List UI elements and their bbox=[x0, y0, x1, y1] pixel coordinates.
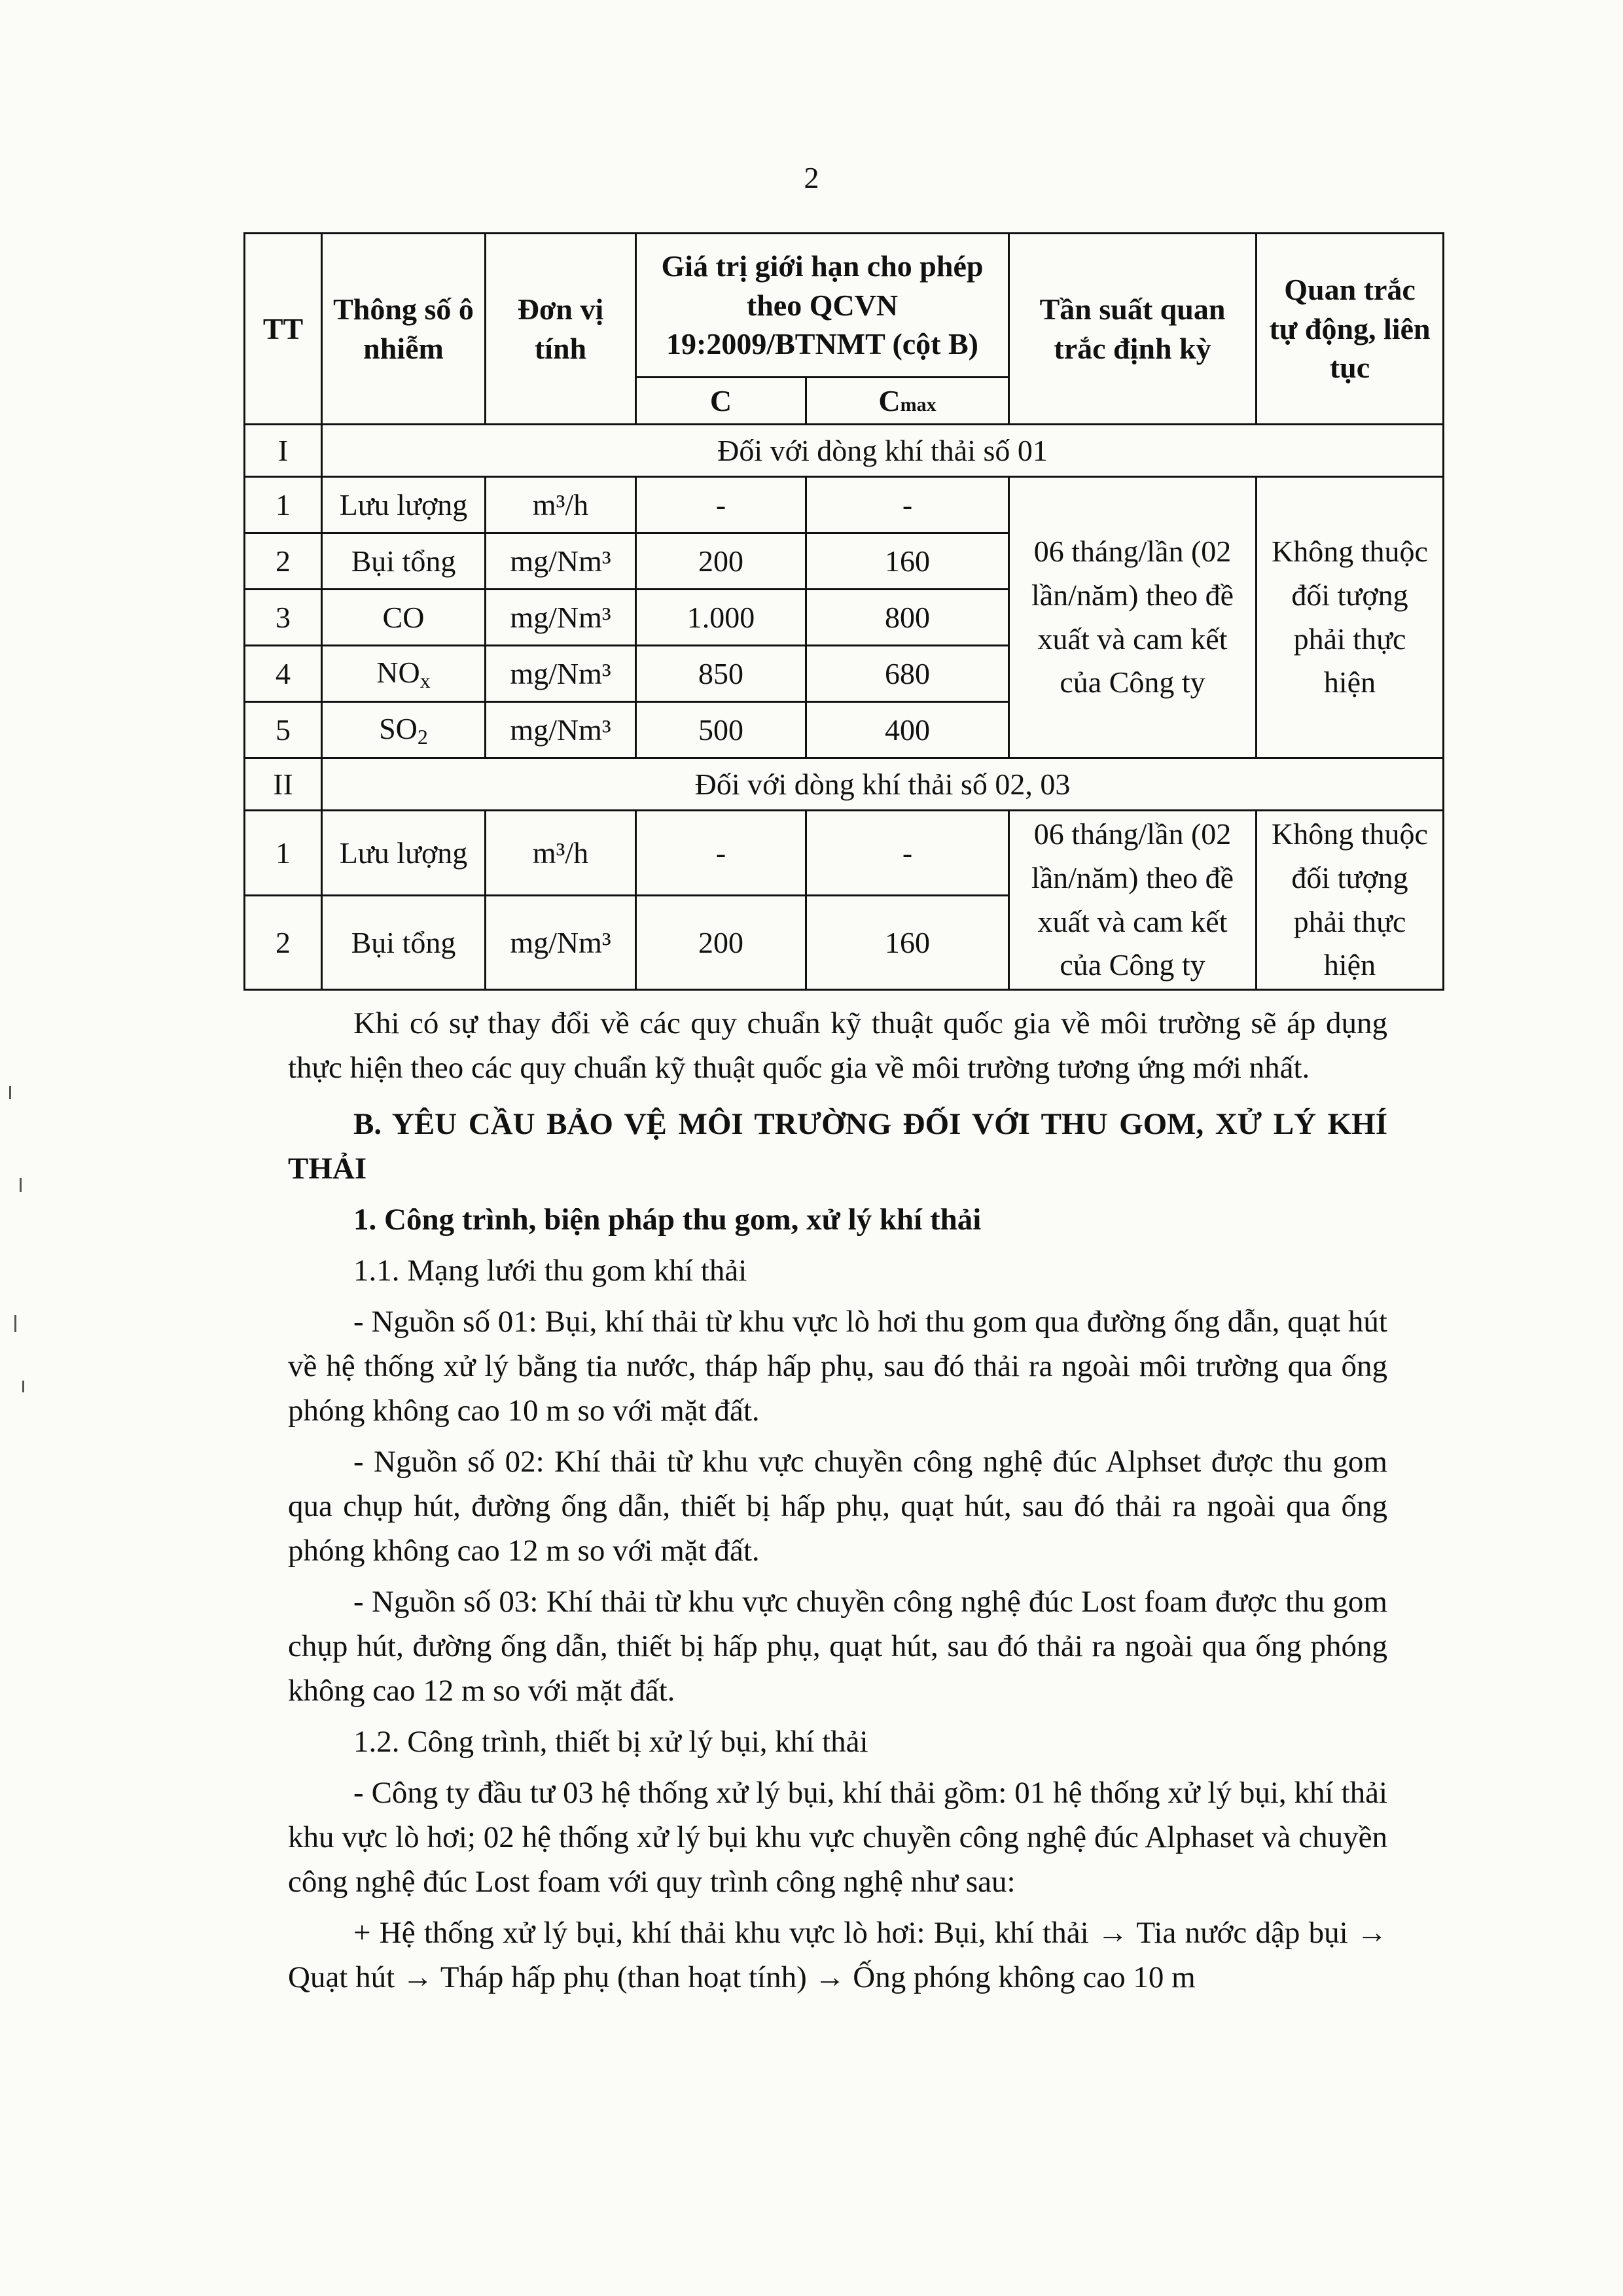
param-main: SO bbox=[379, 711, 418, 745]
header-tt: TT bbox=[245, 234, 322, 425]
row-c: 850 bbox=[636, 646, 806, 702]
section-1-automatic: Không thuộc đối tượng phải thực hiện bbox=[1257, 477, 1444, 758]
heading-1-2: 1.2. Công trình, thiết bị xử lý bụi, khí thải bbox=[353, 1725, 868, 1759]
header-frequency: Tần suất quan trắc định kỳ bbox=[1009, 234, 1257, 425]
row-unit: mg/Nm³ bbox=[486, 646, 636, 702]
row-parameter bbox=[322, 646, 486, 702]
row-c: - bbox=[636, 477, 806, 533]
table-row bbox=[245, 811, 1444, 896]
section-2-title: Đối với dòng khí thải số 02, 03 bbox=[322, 758, 1444, 811]
header-cmax-sub: max bbox=[900, 393, 936, 415]
row-c: 200 bbox=[636, 533, 806, 590]
row-cmax: 400 bbox=[806, 702, 1009, 758]
paragraph-standards-update: Khi có sự thay đổi về các quy chuẩn kỹ thuật quốc gia về môi trường sẽ áp dụng thực hiện theo các quy chuẩn kỹ thuật quốc gia về môi trường tương ứng mới nhất. bbox=[288, 1006, 1387, 1085]
row-tt: 2 bbox=[245, 533, 322, 590]
row-tt: 2 bbox=[245, 896, 322, 990]
row-unit: mg/Nm³ bbox=[486, 533, 636, 590]
row-unit: mg/Nm³ bbox=[486, 896, 636, 990]
heading-section-b: B. YÊU CẦU BẢO VỆ MÔI TRƯỜNG ĐỐI VỚI THU GOM, XỬ LÝ KHÍ THẢI bbox=[288, 1107, 1387, 1186]
row-tt: 3 bbox=[245, 590, 322, 646]
section-1-title: Đối với dòng khí thải số 01 bbox=[322, 425, 1444, 477]
row-tt: 5 bbox=[245, 702, 322, 758]
row-parameter: Lưu lượng bbox=[322, 811, 486, 896]
header-unit: Đơn vị tính bbox=[486, 234, 636, 425]
row-tt: 1 bbox=[245, 477, 322, 533]
row-tt: 1 bbox=[245, 811, 322, 896]
row-cmax: - bbox=[806, 811, 1009, 896]
paragraph-source-3: - Nguồn số 03: Khí thải từ khu vực chuyền công nghệ đúc Lost foam được thu gom chụp hút, đường ống dẫn, thiết bị hấp phụ, quạt hút, sau đó thải ra ngoài qua ống phóng không cao 12 m so với mặt đất. bbox=[288, 1585, 1387, 1708]
row-parameter: Bụi tổng bbox=[322, 533, 486, 590]
header-cmax-main: C bbox=[878, 383, 901, 417]
param-subscript: 2 bbox=[417, 724, 428, 749]
row-c: 500 bbox=[636, 702, 806, 758]
row-c: - bbox=[636, 811, 806, 896]
row-unit: mg/Nm³ bbox=[486, 702, 636, 758]
row-cmax: 800 bbox=[806, 590, 1009, 646]
section-2-number: II bbox=[245, 758, 322, 811]
scan-mark bbox=[22, 1381, 24, 1392]
param-subscript: x bbox=[419, 668, 431, 692]
row-cmax: 160 bbox=[806, 896, 1009, 990]
paragraph-source-1: - Nguồn số 01: Bụi, khí thải từ khu vực lò hơi thu gom qua đường ống dẫn, quạt hút về hệ thống xử lý bằng tia nước, tháp hấp phụ, sau đó thải ra ngoài môi trường qua ống phóng không cao 10 m so với mặt đất. bbox=[288, 1305, 1387, 1428]
paragraph-source-2: - Nguồn số 02: Khí thải từ khu vực chuyền công nghệ đúc Alphset được thu gom qua chụp hút, đường ống dẫn, thiết bị hấp phụ, quạt hút, sau đó thải ra ngoài qua ống phóng không cao 12 m so với mặt đất. bbox=[288, 1445, 1387, 1568]
scan-mark bbox=[14, 1315, 16, 1332]
paragraph-boiler-system: + Hệ thống xử lý bụi, khí thải khu vực lò hơi: Bụi, khí thải → Tia nước dập bụi → Quạt hút → Tháp hấp phụ (than hoạt tính) → Ống phóng không cao 10 m bbox=[288, 1916, 1387, 1994]
page-number: 2 bbox=[804, 161, 819, 194]
row-unit: mg/Nm³ bbox=[486, 590, 636, 646]
row-cmax: 160 bbox=[806, 533, 1009, 590]
row-tt: 4 bbox=[245, 646, 322, 702]
header-automatic-monitoring: Quan trắc tự động, liên tục bbox=[1257, 234, 1444, 425]
row-unit: m³/h bbox=[486, 811, 636, 896]
header-parameter: Thông số ô nhiễm bbox=[322, 234, 486, 425]
section-2-frequency: 06 tháng/lần (02 lần/năm) theo đề xuất và cam kết của Công ty bbox=[1009, 811, 1257, 990]
row-cmax: 680 bbox=[806, 646, 1009, 702]
heading-1: 1. Công trình, biện pháp thu gom, xử lý khí thải bbox=[353, 1203, 982, 1237]
paragraph-investment: - Công ty đầu tư 03 hệ thống xử lý bụi, khí thải gồm: 01 hệ thống xử lý bụi, khí thải khu vực lò hơi; 02 hệ thống xử lý bụi khu vực chuyền công nghệ đúc Alphaset và chuyền công nghệ đúc Lost foam với quy trình công nghệ như sau: bbox=[288, 1776, 1387, 1899]
scan-mark bbox=[9, 1086, 11, 1099]
table-row bbox=[245, 477, 1444, 533]
header-limit-value: Giá trị giới hạn cho phép theo QCVN 19:2009/BTNMT (cột B) bbox=[636, 234, 1009, 378]
section-2-automatic: Không thuộc đối tượng phải thực hiện bbox=[1257, 811, 1444, 990]
row-parameter: Bụi tổng bbox=[322, 896, 486, 990]
row-c: 200 bbox=[636, 896, 806, 990]
emission-limits-table bbox=[243, 232, 1444, 991]
param-main: NO bbox=[376, 655, 420, 689]
header-c: C bbox=[636, 378, 806, 425]
row-unit: m³/h bbox=[486, 477, 636, 533]
row-cmax: - bbox=[806, 477, 1009, 533]
scan-mark bbox=[20, 1178, 22, 1192]
row-parameter: Lưu lượng bbox=[322, 477, 486, 533]
row-parameter: CO bbox=[322, 590, 486, 646]
document-body bbox=[288, 1001, 1387, 2006]
row-parameter bbox=[322, 702, 486, 758]
section-1-frequency: 06 tháng/lần (02 lần/năm) theo đề xuất và cam kết của Công ty bbox=[1009, 477, 1257, 758]
row-c: 1.000 bbox=[636, 590, 806, 646]
header-cmax bbox=[806, 378, 1009, 425]
section-1-number: I bbox=[245, 425, 322, 477]
heading-1-1: 1.1. Mạng lưới thu gom khí thải bbox=[353, 1254, 747, 1288]
